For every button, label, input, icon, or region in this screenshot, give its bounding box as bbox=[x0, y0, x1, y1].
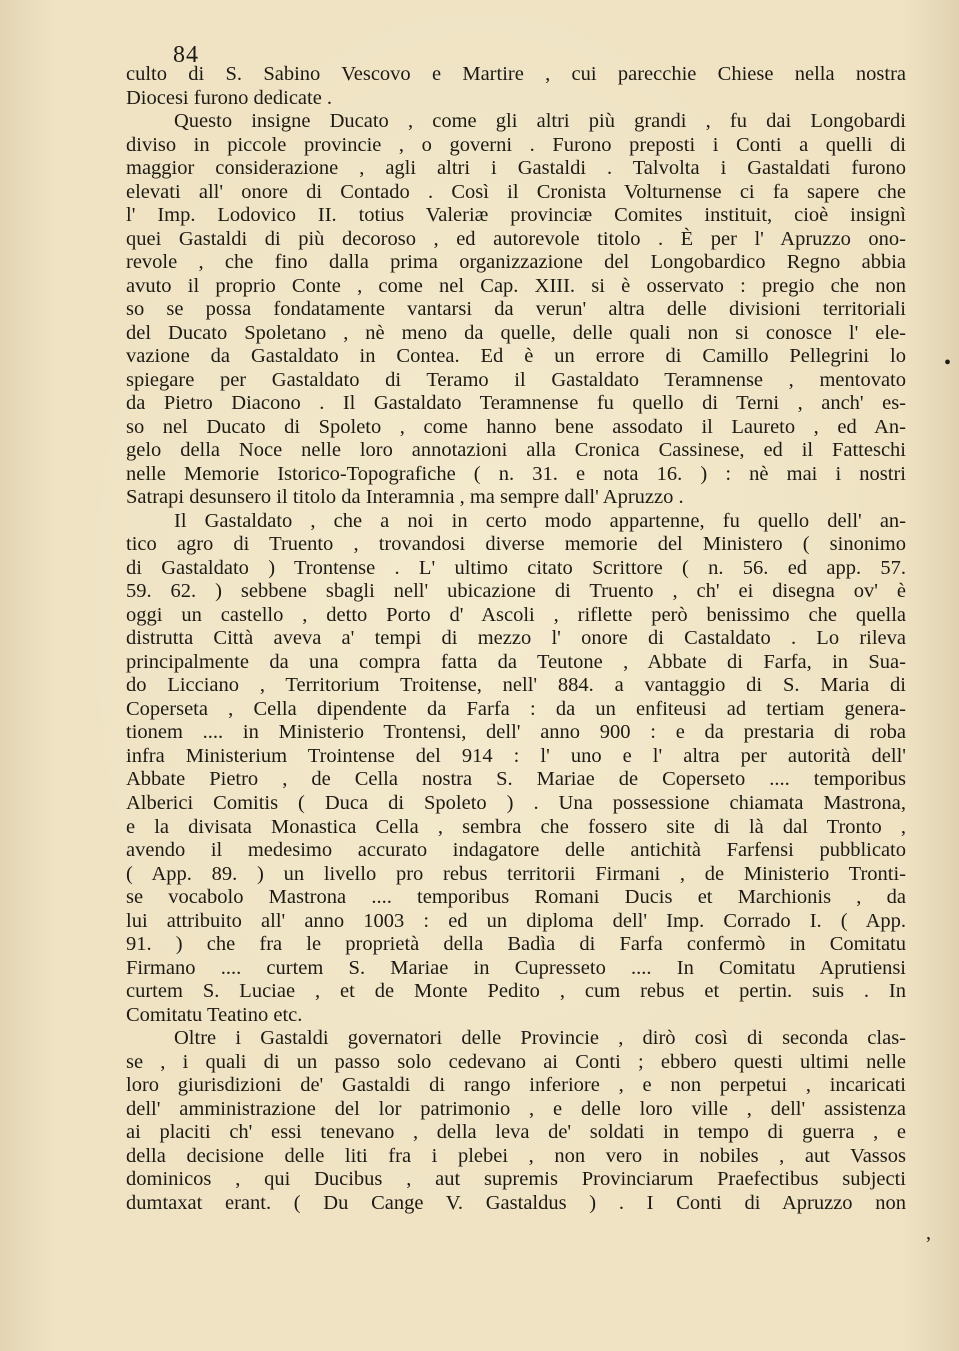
text-line: infra Ministerium Trointense del 914 : l' uno e l' altra per autorità dell' bbox=[126, 744, 906, 767]
text-line: vazione da Gastaldato in Contea. Ed è un errore di Camillo Pellegrini lo bbox=[126, 345, 906, 368]
text-line: so nel Ducato di Spoleto , come hanno bene assodato il Laureto , ed An- bbox=[126, 415, 906, 438]
text-line: di Gastaldato ) Trontense . L' ultimo citato Scrittore ( n. 56. ed app. 57. bbox=[126, 556, 906, 579]
text-line: oggi un castello , detto Porto d' Ascoli , riflette però benissimo che quella bbox=[126, 603, 906, 626]
text-line: nelle Memorie Istorico-Topografiche ( n. 31. e nota 16. ) : nè mai i nostri bbox=[126, 462, 906, 485]
page-number: 84 bbox=[173, 42, 199, 68]
text-line: diviso in piccole provincie , o governi . Furono preposti i Conti a quelli di bbox=[126, 133, 906, 156]
text-line: avendo il medesimo accurato indagatore delle antichità Farfensi pubblicato bbox=[126, 839, 906, 862]
text-line: della decisione delle liti fra i plebei , non vero in nobiles , aut Vassos bbox=[126, 1144, 906, 1167]
text-line: do Licciano , Territorium Troitense, nell' 884. a vantaggio di S. Maria di bbox=[126, 674, 906, 697]
text-line: Il Gastaldato , che a noi in certo modo appartenne, fu quello dell' an- bbox=[174, 509, 906, 532]
text-line: gelo della Noce nelle loro annotazioni alla Cronica Cassinese, ed il Fatteschi bbox=[126, 439, 906, 462]
text-line: Oltre i Gastaldi governatori delle Provincie , dirò così di seconda clas- bbox=[174, 1027, 906, 1050]
text-line: so se possa fondatamente vantarsi da verun' altra delle divisioni territoriali bbox=[126, 298, 906, 321]
margin-mark: , bbox=[926, 1222, 931, 1244]
body-text bbox=[126, 63, 906, 1215]
text-line: Satrapi desunsero il titolo da Interamnia , ma sempre dall' Apruzzo . bbox=[126, 486, 684, 509]
text-line: Diocesi furono dedicate . bbox=[126, 86, 333, 109]
text-line: principalmente da una compra fatta da Teutone , Abbate di Farfa, in Sua- bbox=[126, 650, 906, 673]
text-line: del Ducato Spoletano , nè meno da quelle, delle quali non si conosce l' ele- bbox=[126, 321, 906, 344]
text-line: lui attribuito all' anno 1003 : ed un diploma dell' Imp. Corrado I. ( App. bbox=[126, 909, 906, 932]
text-line: ( App. 89. ) un livello pro rebus territorii Firmani , de Ministerio Tronti- bbox=[126, 862, 906, 885]
text-line: 91. ) che fra le proprietà della Badìa di Farfa confermò in Comitatu bbox=[126, 933, 906, 956]
text-line: da Pietro Diacono . Il Gastaldato Teramnense fu quello di Terni , anch' es- bbox=[126, 392, 906, 415]
text-line: loro giurisdizioni de' Gastaldi di rango inferiore , e non perpetui , incaricati bbox=[126, 1074, 906, 1097]
text-line: Alberici Comitis ( Duca di Spoleto ) . Una possessione chiamata Mastrona, bbox=[126, 791, 906, 814]
text-line: culto di S. Sabino Vescovo e Martire , cui parecchie Chiese nella nostra bbox=[126, 63, 906, 85]
text-line: l' Imp. Lodovico II. totius Valeriæ provinciæ Comites instituit, cioè insignì bbox=[126, 204, 906, 227]
text-line: se vocabolo Mastrona .... temporibus Romani Ducis et Marchionis , da bbox=[126, 886, 906, 909]
text-line: Questo insigne Ducato , come gli altri più grandi , fu dai Longobardi bbox=[174, 110, 906, 133]
text-line: dell' amministrazione del lor patrimonio , e delle loro ville , dell' assistenza bbox=[126, 1097, 906, 1120]
text-line: tico agro di Truento , trovandosi diverse memorie del Ministero ( sinonimo bbox=[126, 533, 906, 556]
text-line: Comitatu Teatino etc. bbox=[126, 1003, 303, 1026]
text-line: e la divisata Monastica Cella , sembra che fossero site di là dal Tronto , bbox=[126, 815, 906, 838]
text-line: distrutta Città aveva a' tempi di mezzo l' onore di Castaldato . Lo rileva bbox=[126, 627, 906, 650]
margin-mark: • bbox=[944, 352, 952, 374]
text-line: dumtaxat erant. ( Du Cange V. Gastaldus ) . I Conti di Apruzzo non bbox=[126, 1191, 906, 1214]
text-line: 59. 62. ) sebbene sbagli nell' ubicazione di Truento , ch' ei disegna ov' è bbox=[126, 580, 906, 603]
text-line: Abbate Pietro , de Cella nostra S. Mariae de Coperseto .... temporibus bbox=[126, 768, 906, 791]
text-line: dominicos , qui Ducibus , aut supremis Provinciarum Praefectibus subjecti bbox=[126, 1168, 906, 1191]
text-line: spiegare per Gastaldato di Teramo il Gastaldato Teramnense , mentovato bbox=[126, 368, 906, 391]
text-line: se , i quali di un passo solo cedevano ai Conti ; ebbero questi ultimi nelle bbox=[126, 1050, 906, 1073]
text-line: Firmano .... curtem S. Mariae in Cupresseto .... In Comitatu Aprutiensi bbox=[126, 956, 906, 979]
text-line: revole , che fino dalla prima organizzazione del Longobardico Regno abbia bbox=[126, 251, 906, 274]
text-line: Coperseta , Cella dipendente da Farfa : da un enfiteusi ad tertiam genera- bbox=[126, 697, 906, 720]
text-line: curtem S. Luciae , et de Monte Pedito , cum rebus et pertin. suis . In bbox=[126, 980, 906, 1003]
text-line: maggior considerazione , agli altri i Gastaldi . Talvolta i Gastaldati furono bbox=[126, 157, 906, 180]
text-line: quei Gastaldi di più decoroso , ed autorevole titolo . È per l' Apruzzo ono- bbox=[126, 227, 906, 250]
text-line: tionem .... in Ministerio Trontensi, dell' anno 900 : e da prestaria di roba bbox=[126, 721, 906, 744]
text-line: ai placiti ch' essi tenevano , della leva de' soldati in tempo di guerra , e bbox=[126, 1121, 906, 1144]
text-line: elevati all' onore di Contado . Così il Cronista Volturnense ci fa sapere che bbox=[126, 180, 906, 203]
text-line: avuto il proprio Conte , come nel Cap. XIII. si è osservato : pregio che non bbox=[126, 274, 906, 297]
